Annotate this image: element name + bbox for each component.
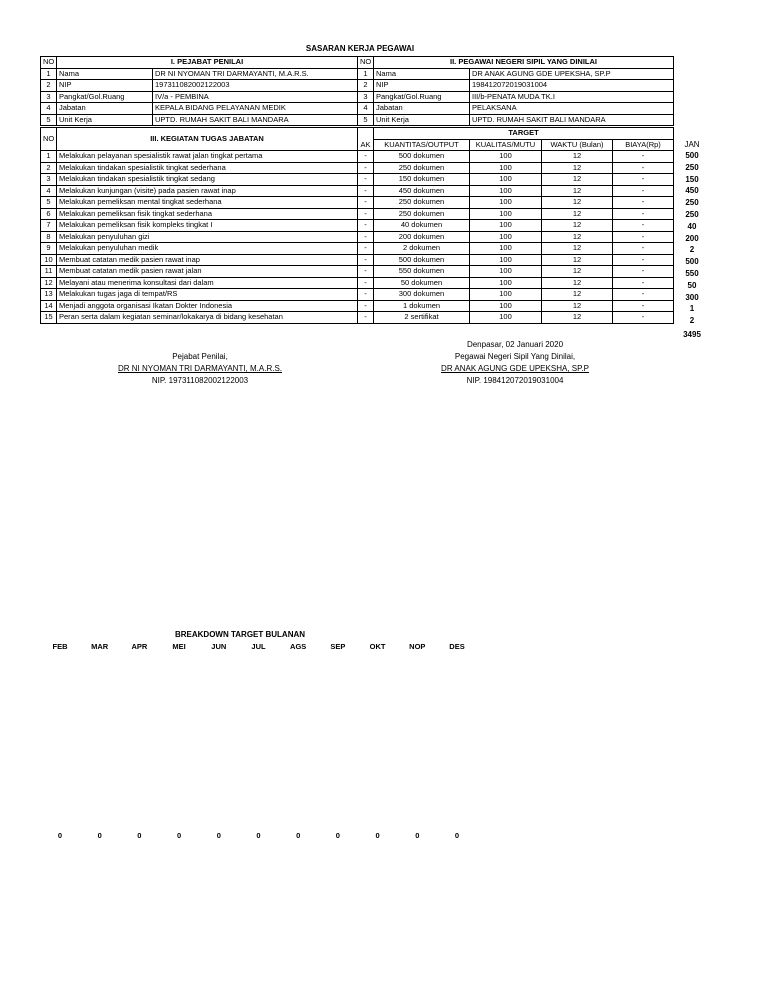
month-total: 0 bbox=[335, 831, 340, 840]
activity-ak: - bbox=[358, 197, 374, 209]
jan-value: 250 bbox=[685, 162, 699, 172]
activity-no: 12 bbox=[41, 277, 57, 289]
activity-time: 12 bbox=[542, 277, 613, 289]
activity-cost: - bbox=[613, 220, 674, 232]
month-label: JUL bbox=[251, 642, 266, 651]
dinilai-no: 5 bbox=[358, 114, 374, 126]
activity-cost: - bbox=[613, 312, 674, 324]
activity-quantity: 2 dokumen bbox=[374, 243, 470, 255]
activity-name: Melakukan tindakan spesialistik tingkat sedang bbox=[57, 174, 358, 186]
activity-row bbox=[41, 300, 674, 312]
jan-value: 150 bbox=[685, 174, 699, 184]
jan-value: 50 bbox=[687, 280, 697, 290]
activity-time: 12 bbox=[542, 185, 613, 197]
penilai-value: DR NI NYOMAN TRI DARMAYANTI, M.A.R.S. bbox=[153, 68, 358, 80]
jan-value: 2 bbox=[689, 316, 695, 326]
activity-no: 5 bbox=[41, 197, 57, 209]
activity-quality: 100 bbox=[470, 174, 542, 186]
dinilai-value: DR ANAK AGUNG GDE UPEKSHA, SP.P bbox=[470, 68, 674, 80]
activity-cost: - bbox=[613, 289, 674, 301]
activity-name: Melakukan tindakan spesialistik tingkat sederhana bbox=[57, 162, 358, 174]
activity-quality: 100 bbox=[470, 254, 542, 266]
month-total: 0 bbox=[216, 831, 221, 840]
activity-quality: 100 bbox=[470, 197, 542, 209]
month-label: MEI bbox=[172, 642, 186, 651]
month-label: JUN bbox=[211, 642, 227, 651]
activity-ak: - bbox=[358, 162, 374, 174]
jan-value: 1 bbox=[689, 304, 695, 314]
activity-row bbox=[41, 231, 674, 243]
right-sign-title: Pegawai Negeri Sipil Yang Dinilai, bbox=[454, 352, 576, 361]
penilai-label: Nama bbox=[57, 68, 153, 80]
penilai-value: UPTD. RUMAH SAKIT BALI MANDARA bbox=[153, 114, 358, 126]
activity-no: 10 bbox=[41, 254, 57, 266]
breakdown-totals-row bbox=[40, 831, 480, 841]
activity-time: 12 bbox=[542, 289, 613, 301]
activity-row bbox=[41, 174, 674, 186]
breakdown-title: BREAKDOWN TARGET BULANAN bbox=[174, 630, 306, 639]
waktu-header: WAKTU (Bulan) bbox=[542, 139, 613, 151]
activity-time: 12 bbox=[542, 174, 613, 186]
penilai-label: NIP bbox=[57, 80, 153, 92]
activity-quality: 100 bbox=[470, 266, 542, 278]
activity-time: 12 bbox=[542, 266, 613, 278]
activity-quantity: 550 dokumen bbox=[374, 266, 470, 278]
activity-name: Melakukan pemeliksan mental tingkat sederhana bbox=[57, 197, 358, 209]
month-total: 0 bbox=[97, 831, 102, 840]
jan-value: 450 bbox=[685, 186, 699, 196]
penilai-value: IV/a - PEMBINA bbox=[153, 91, 358, 103]
jan-value: 300 bbox=[685, 292, 699, 302]
activity-quality: 100 bbox=[470, 208, 542, 220]
activity-quality: 100 bbox=[470, 289, 542, 301]
official-row bbox=[41, 103, 674, 115]
activity-row bbox=[41, 208, 674, 220]
activity-ak: - bbox=[358, 312, 374, 324]
penilai-no: 2 bbox=[41, 80, 57, 92]
activity-name: Melakukan pemeliksan fisik kompleks tingkat I bbox=[57, 220, 358, 232]
activity-time: 12 bbox=[542, 220, 613, 232]
dinilai-value: III/b-PENATA MUDA TK.I bbox=[470, 91, 674, 103]
activity-time: 12 bbox=[542, 162, 613, 174]
activity-quality: 100 bbox=[470, 312, 542, 324]
activity-time: 12 bbox=[542, 151, 613, 163]
activity-cost: - bbox=[613, 197, 674, 209]
month-label: NOP bbox=[409, 642, 426, 651]
penilai-no: 1 bbox=[41, 68, 57, 80]
activity-ak: - bbox=[358, 220, 374, 232]
dinilai-no: 4 bbox=[358, 103, 374, 115]
activity-name: Melakukan pemeliksan fisik tingkat sederhana bbox=[57, 208, 358, 220]
activity-time: 12 bbox=[542, 243, 613, 255]
activity-quantity: 50 dokumen bbox=[374, 277, 470, 289]
activity-name: Menjadi anggota organisasi Ikatan Dokter Indonesia bbox=[57, 300, 358, 312]
activity-row bbox=[41, 312, 674, 324]
dinilai-label: Pangkat/Gol.Ruang bbox=[374, 91, 470, 103]
activity-no: 15 bbox=[41, 312, 57, 324]
activity-name: Melakukan pelayanan spesialistik rawat jalan tingkat pertama bbox=[57, 151, 358, 163]
month-label: OKT bbox=[369, 642, 386, 651]
month-total: 0 bbox=[256, 831, 261, 840]
jan-value: 500 bbox=[685, 151, 699, 160]
month-total: 0 bbox=[57, 831, 63, 840]
jan-value: 250 bbox=[685, 209, 699, 219]
activity-time: 12 bbox=[542, 208, 613, 220]
official-row bbox=[41, 114, 674, 126]
activity-cost: - bbox=[613, 162, 674, 174]
activity-no: 13 bbox=[41, 289, 57, 301]
no-header: NO bbox=[41, 128, 57, 151]
activity-quality: 100 bbox=[470, 277, 542, 289]
activity-no: 4 bbox=[41, 185, 57, 197]
dinilai-value: UPTD. RUMAH SAKIT BALI MANDARA bbox=[470, 114, 674, 126]
activity-cost: - bbox=[613, 231, 674, 243]
officials-header-row bbox=[41, 57, 674, 69]
activity-time: 12 bbox=[542, 197, 613, 209]
activities-table bbox=[40, 127, 674, 324]
activities-header-row-1 bbox=[41, 128, 674, 140]
activity-time: 12 bbox=[542, 312, 613, 324]
penilai-label: Jabatan bbox=[57, 103, 153, 115]
month-label: MAR bbox=[91, 642, 109, 651]
activity-cost: - bbox=[613, 266, 674, 278]
month-label: DES bbox=[449, 642, 465, 651]
activity-row bbox=[41, 254, 674, 266]
section-3-header: III. KEGIATAN TUGAS JABATAN bbox=[57, 128, 358, 151]
right-sign-name: DR ANAK AGUNG GDE UPEKSHA, SP.P bbox=[441, 364, 589, 373]
dinilai-no: 1 bbox=[358, 68, 374, 80]
dinilai-label: NIP bbox=[374, 80, 470, 92]
activity-quality: 100 bbox=[470, 162, 542, 174]
activity-quantity: 2 sertifikat bbox=[374, 312, 470, 324]
activity-no: 6 bbox=[41, 208, 57, 220]
jan-column bbox=[677, 150, 707, 327]
month-total: 0 bbox=[137, 831, 142, 840]
activity-time: 12 bbox=[542, 231, 613, 243]
activity-row bbox=[41, 243, 674, 255]
activity-cost: - bbox=[613, 254, 674, 266]
activity-row bbox=[41, 277, 674, 289]
activity-cost: - bbox=[613, 185, 674, 197]
document-title: SASARAN KERJA PEGAWAI bbox=[305, 44, 415, 53]
right-sign-nip: NIP. 198412072019031004 bbox=[466, 376, 564, 385]
activity-quantity: 250 dokumen bbox=[374, 197, 470, 209]
jan-value: 200 bbox=[685, 233, 699, 243]
jan-total: 3495 bbox=[683, 330, 701, 339]
activity-name: Membuat catatan medik pasien rawat jalan bbox=[57, 266, 358, 278]
penilai-label: Unit Kerja bbox=[57, 114, 153, 126]
penilai-no: 5 bbox=[41, 114, 57, 126]
left-sign-name: DR NI NYOMAN TRI DARMAYANTI, M.A.R.S. bbox=[117, 364, 282, 373]
dinilai-label: Unit Kerja bbox=[374, 114, 470, 126]
activity-ak: - bbox=[358, 254, 374, 266]
activity-no: 14 bbox=[41, 300, 57, 312]
target-header: TARGET bbox=[374, 128, 674, 140]
dinilai-no: 2 bbox=[358, 80, 374, 92]
ak-header-top bbox=[358, 128, 374, 140]
activity-ak: - bbox=[358, 151, 374, 163]
activity-cost: - bbox=[613, 151, 674, 163]
official-row bbox=[41, 91, 674, 103]
activity-quality: 100 bbox=[470, 185, 542, 197]
activity-quality: 100 bbox=[470, 300, 542, 312]
activity-cost: - bbox=[613, 243, 674, 255]
activity-row bbox=[41, 266, 674, 278]
month-label: APR bbox=[131, 642, 148, 651]
activity-name: Membuat catatan medik pasien rawat inap bbox=[57, 254, 358, 266]
activity-ak: - bbox=[358, 300, 374, 312]
penilai-no: 3 bbox=[41, 91, 57, 103]
activity-quantity: 250 dokumen bbox=[374, 208, 470, 220]
month-total: 0 bbox=[415, 831, 420, 840]
activity-name: Melakukan penyuluhan gizi bbox=[57, 231, 358, 243]
month-total: 0 bbox=[296, 831, 301, 840]
activity-quality: 100 bbox=[470, 231, 542, 243]
activity-time: 12 bbox=[542, 300, 613, 312]
penilai-value: 197311082002122003 bbox=[153, 80, 358, 92]
activity-cost: - bbox=[613, 277, 674, 289]
activity-quantity: 500 dokumen bbox=[374, 151, 470, 163]
activity-row bbox=[41, 185, 674, 197]
activity-ak: - bbox=[358, 185, 374, 197]
jan-value: 500 bbox=[685, 257, 699, 267]
jan-value: 2 bbox=[689, 245, 695, 255]
kuantitas-header: KUANTITAS/OUTPUT bbox=[374, 139, 470, 151]
activity-no: 11 bbox=[41, 266, 57, 278]
penilai-value: KEPALA BIDANG PELAYANAN MEDIK bbox=[153, 103, 358, 115]
activity-name: Melakukan penyuluhan medik bbox=[57, 243, 358, 255]
activity-ak: - bbox=[358, 243, 374, 255]
activity-quantity: 40 dokumen bbox=[374, 220, 470, 232]
activity-no: 7 bbox=[41, 220, 57, 232]
month-label: SEP bbox=[330, 642, 346, 651]
activity-name: Melakukan kunjungan (visite) pada pasien rawat inap bbox=[57, 185, 358, 197]
activity-quantity: 200 dokumen bbox=[374, 231, 470, 243]
dinilai-value: PELAKSANA bbox=[470, 103, 674, 115]
activity-row bbox=[41, 162, 674, 174]
activity-row bbox=[41, 220, 674, 232]
section-2-header: II. PEGAWAI NEGERI SIPIL YANG DINILAI bbox=[374, 57, 674, 69]
activity-time: 12 bbox=[542, 254, 613, 266]
activity-no: 2 bbox=[41, 162, 57, 174]
ak-header: AK bbox=[358, 139, 374, 151]
official-row bbox=[41, 80, 674, 92]
activity-ak: - bbox=[358, 289, 374, 301]
no-header: NO bbox=[41, 57, 57, 69]
activity-row bbox=[41, 197, 674, 209]
no-header: NO bbox=[358, 57, 374, 69]
activity-row bbox=[41, 151, 674, 163]
activity-cost: - bbox=[613, 208, 674, 220]
activity-ak: - bbox=[358, 277, 374, 289]
activity-quantity: 500 dokumen bbox=[374, 254, 470, 266]
activity-row bbox=[41, 289, 674, 301]
dinilai-no: 3 bbox=[358, 91, 374, 103]
activity-name: Peran serta dalam kegiatan seminar/lokakarya di bidang kesehatan bbox=[57, 312, 358, 324]
month-total: 0 bbox=[375, 831, 380, 840]
activity-quantity: 450 dokumen bbox=[374, 185, 470, 197]
activity-ak: - bbox=[358, 266, 374, 278]
breakdown-months-row bbox=[40, 642, 480, 652]
activity-ak: - bbox=[358, 231, 374, 243]
penilai-label: Pangkat/Gol.Ruang bbox=[57, 91, 153, 103]
jan-value: 550 bbox=[685, 268, 699, 278]
activity-ak: - bbox=[358, 208, 374, 220]
official-row bbox=[41, 68, 674, 80]
month-total: 0 bbox=[177, 831, 182, 840]
dinilai-label: Nama bbox=[374, 68, 470, 80]
activity-quantity: 300 dokumen bbox=[374, 289, 470, 301]
activity-quality: 100 bbox=[470, 151, 542, 163]
activity-ak: - bbox=[358, 174, 374, 186]
activity-no: 8 bbox=[41, 231, 57, 243]
activity-quality: 100 bbox=[470, 243, 542, 255]
jan-header: JAN bbox=[684, 140, 700, 149]
section-1-header: I. PEJABAT PENILAI bbox=[57, 57, 358, 69]
left-sign-nip: NIP. 197311082002122003 bbox=[151, 376, 249, 385]
dinilai-value: 198412072019031004 bbox=[470, 80, 674, 92]
kualitas-header: KUALITAS/MUTU bbox=[470, 139, 542, 151]
activity-quantity: 250 dokumen bbox=[374, 162, 470, 174]
activity-no: 1 bbox=[41, 151, 57, 163]
activity-cost: - bbox=[613, 300, 674, 312]
activity-quantity: 150 dokumen bbox=[374, 174, 470, 186]
month-total: 0 bbox=[454, 831, 460, 840]
activity-quality: 100 bbox=[470, 220, 542, 232]
penilai-no: 4 bbox=[41, 103, 57, 115]
activity-name: Melakukan tugas jaga di tempat/RS bbox=[57, 289, 358, 301]
activity-no: 9 bbox=[41, 243, 57, 255]
left-sign-title: Pejabat Penilai, bbox=[172, 352, 228, 361]
month-label: AGS bbox=[290, 642, 307, 651]
activity-cost: - bbox=[613, 174, 674, 186]
activity-name: Melayani atau menerima konsultasi dari dalam bbox=[57, 277, 358, 289]
place-date: Denpasar, 02 Januari 2020 bbox=[466, 340, 564, 349]
activity-no: 3 bbox=[41, 174, 57, 186]
dinilai-label: Jabatan bbox=[374, 103, 470, 115]
biaya-header: BIAYA(Rp) bbox=[613, 139, 674, 151]
activity-quantity: 1 dokumen bbox=[374, 300, 470, 312]
jan-value: 40 bbox=[687, 221, 697, 231]
jan-value: 250 bbox=[685, 198, 699, 208]
month-label: FEB bbox=[52, 642, 68, 651]
officials-table bbox=[40, 56, 674, 126]
